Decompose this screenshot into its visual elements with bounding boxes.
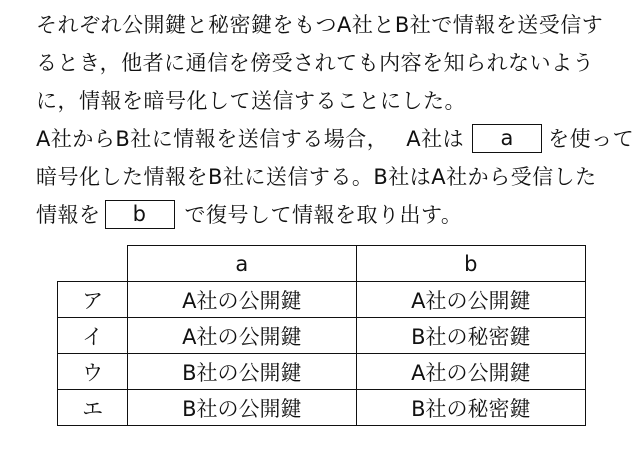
- choice-a-value: B社の公開鍵: [128, 390, 356, 426]
- choice-key[interactable]: ア: [58, 282, 128, 318]
- table-header-row: [58, 246, 586, 282]
- question-text: [36, 6, 635, 234]
- blank-a-box: a: [472, 124, 542, 153]
- question-line-2: るとき，他者に通信を傍受されても内容を知られないよう: [36, 51, 595, 75]
- choice-row-e[interactable]: [58, 390, 586, 426]
- question-line-6-end: で復号して情報を取り出す。: [184, 203, 463, 227]
- choice-b-value: A社の公開鍵: [356, 354, 585, 390]
- question-line-4-start: A社からB社に情報を送信する場合，: [36, 127, 389, 151]
- choice-key[interactable]: イ: [58, 318, 128, 354]
- answer-choices-table: [57, 245, 586, 426]
- choice-a-value: B社の公開鍵: [128, 354, 356, 390]
- question-line-5: 暗号化した情報をB社に送信する。B社はA社から受信した: [36, 165, 597, 189]
- choice-a-value: A社の公開鍵: [128, 318, 356, 354]
- question-line-1: それぞれ公開鍵と秘密鍵をもつA社とB社で情報を送受信す: [36, 13, 604, 37]
- blank-b-box: b: [105, 200, 175, 229]
- choice-key[interactable]: ウ: [58, 354, 128, 390]
- table-corner-cell: [58, 246, 128, 282]
- question-line-6-start: 情報を: [36, 203, 101, 227]
- choice-row-u[interactable]: [58, 354, 586, 390]
- choice-key[interactable]: エ: [58, 390, 128, 426]
- question-line-4-subject: A社は: [406, 127, 465, 151]
- question-line-3: に，情報を暗号化して送信することにした。: [36, 89, 466, 113]
- choice-row-i[interactable]: [58, 318, 586, 354]
- question-line-6: [36, 196, 616, 234]
- choice-b-value: B社の秘密鍵: [356, 390, 585, 426]
- question-line-4-end: を使って: [548, 127, 635, 151]
- question-line-4: [36, 120, 635, 158]
- header-a: a: [128, 246, 356, 282]
- choice-b-value: B社の秘密鍵: [356, 318, 585, 354]
- header-b: b: [356, 246, 585, 282]
- choice-a-value: A社の公開鍵: [128, 282, 356, 318]
- choice-row-a[interactable]: [58, 282, 586, 318]
- choice-b-value: A社の公開鍵: [356, 282, 585, 318]
